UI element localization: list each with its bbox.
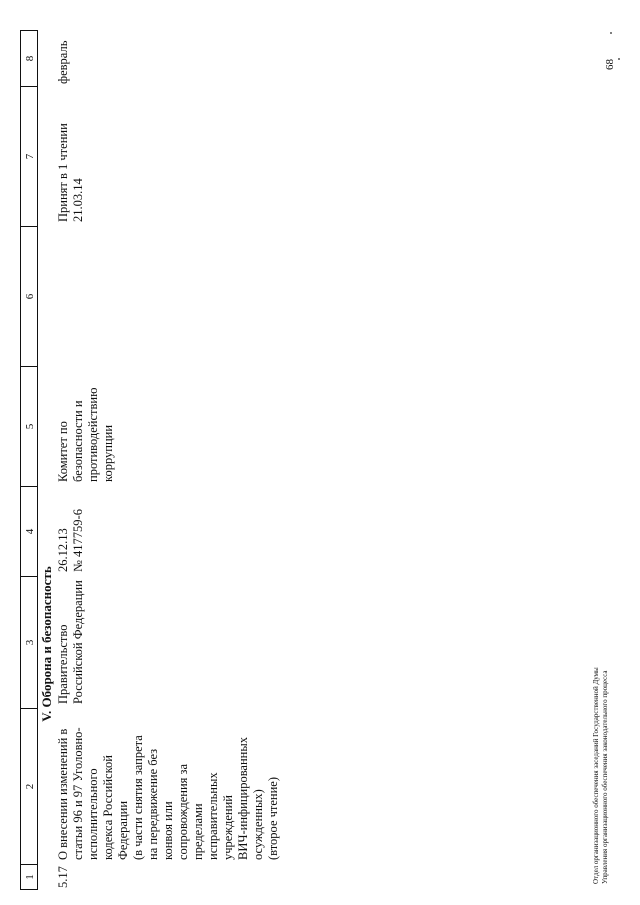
column-header-7: 7 [20,86,38,226]
footer-line-1: Отдел организационного обеспечения заседаний Государственной Думы [592,667,600,884]
bill-title: О внесении изменений в статьи 96 и 97 Уголовно- исполнительного кодекса Российской Федерации (в части снятия запрета на передвижение без конвоя или сопровождения за пределами исправительных учреждений ВИЧ-инфицированных осужденных) (второе чтение) [56,727,280,860]
column-header-8: 8 [20,30,38,86]
bill-initiator: Правительство Российской Федерации [56,580,85,704]
bill-status: Принят в 1 чтении 21.03.14 [56,123,85,222]
column-header-6: 6 [20,226,38,366]
column-header-4: 4 [20,486,38,576]
column-header-5: 5 [20,366,38,486]
section-title: V. Оборона и безопасность [39,566,54,722]
column-header-1: 1 [20,864,38,890]
column-header-3: 3 [20,576,38,708]
scan-speck [618,58,620,60]
scan-speck [610,32,612,34]
footer-line-2: Управления организационного обеспечения законодательного процесса [601,670,609,884]
rotated-table-area [20,10,620,890]
page-number: 68 [604,59,616,70]
responsible-committee: Комитет по безопасности и противодействию коррупции [56,387,115,482]
row-number: 5.17 [56,866,70,888]
column-header-2: 2 [20,708,38,864]
bill-date-number: 26.12.13 № 417759-6 [56,509,85,572]
planned-month: февраль [56,40,70,84]
